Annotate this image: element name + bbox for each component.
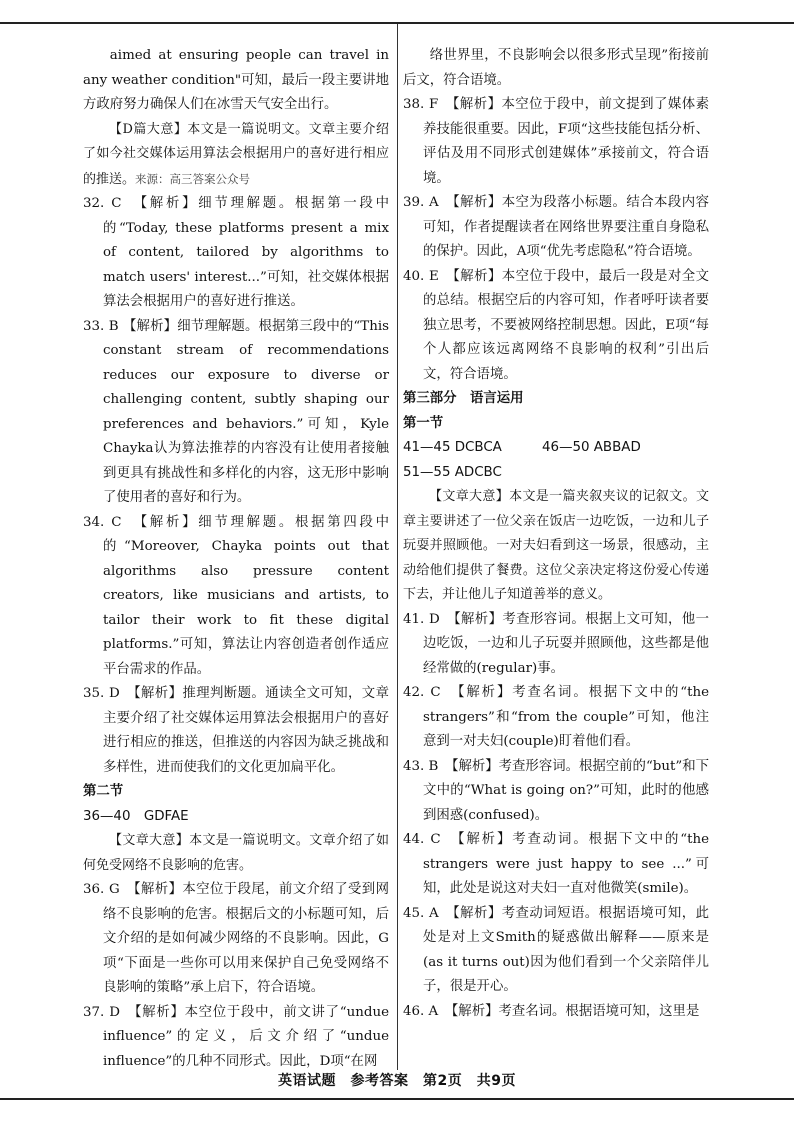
- right-column: [403, 44, 709, 1024]
- answer-key-group: 46—50 ABBAD: [542, 440, 641, 455]
- answer-item: 36. G 【解析】本空位于段尾，前文介绍了受到网络不良影响的危害。根据后文的小标题可知，后文介绍的是如何减少网络的不良影响。因此，G项“下面是一些你可以用来保护自己免受网络不良影响的策略”承上启下，符合语境。: [83, 882, 389, 995]
- answer-item: 45. A 【解析】考查动词短语。根据语境可知，此处是对上文Smith的疑惑做出解释——原来是(as it turns out)因为他们看到一个父亲陪伴儿子，很是开心。: [403, 905, 709, 994]
- column-divider: [397, 24, 398, 1070]
- answer-key-row: 36—40 GDFAE: [83, 808, 189, 824]
- answer-item: 33. B 【解析】细节理解题。根据第三段中的“This constant stream of recommendations reduces our exposure to diverse or challenging content, subtly shaping our preferences and behaviors.”可知，Kyle Chayka认为算法推荐的内容没有让使用者接触到更具有挑战性和多样化的内容，这无形中影响了使用者的喜好和行为。: [83, 318, 389, 505]
- text-block: 络世界里，不良影响会以很多形式呈现”衔接前后文，符合语境。: [403, 48, 709, 88]
- bottom-rule: [0, 1098, 794, 1100]
- section-heading: 第二节: [83, 784, 124, 799]
- answer-item: 41. D 【解析】考查形容词。根据上文可知，他一边吃饭，一边和儿子玩耍并照顾他，这些都是他经常做的(regular)事。: [403, 611, 709, 676]
- answer-item: 38. F 【解析】本空位于段中，前文提到了媒体素养技能很重要。因此，F项“这些技能包括分析、评估及用不同形式创建媒体”承接前文，符合语境。: [403, 97, 709, 186]
- answer-item: 43. B 【解析】考查形容词。根据空前的“but”和下文中的“What is going on?”可知，此时的他感到困惑(confused)。: [403, 758, 709, 823]
- left-column: [83, 44, 389, 1074]
- text-block: aimed at ensuring people can travel in any weather condition"可知，最后一段主要讲地方政府努力确保人们在冰雪天气安全出行。: [83, 48, 389, 112]
- answer-key-row: 51—55 ADCBC: [403, 464, 502, 480]
- answer-item: 35. D 【解析】推理判断题。通读全文可知，文章主要介绍了社交媒体运用算法会根据用户的喜好进行相应的推送，但推送的内容因为缺乏挑战和多样性，进而使我们的文化更加扁平化。: [83, 686, 389, 775]
- answer-item: 46. A 【解析】考查名词。根据语境可知，这里是: [403, 1003, 700, 1019]
- section-heading: 第三部分 语言运用: [403, 391, 524, 406]
- answer-item: 39. A 【解析】本空为段落小标题。结合本段内容可知，作者提醒读者在网络世界要注重自身隐私的保护。因此，A项“优先考虑隐私”符合语境。: [403, 195, 709, 259]
- answer-item: 44. C 【解析】考查动词。根据下文中的“the strangers were just happy to see ...”可知，此处是说这对夫妇一直对他微笑(smile)。: [403, 832, 709, 896]
- answer-key-group: 41—45 DCBCA: [403, 440, 502, 455]
- summary-note: 【D篇大意】本文是一篇说明文。文章主要介绍了如今社交媒体运用算法会根据用户的喜好进行相应的推送。来源：高三答案公众号: [83, 121, 389, 187]
- answer-item: 42. C 【解析】考查名词。根据下文中的“the strangers”和“from the couple”可知，他注意到一对夫妇(couple)盯着他们看。: [403, 685, 709, 749]
- answer-item: 34. C 【解析】细节理解题。根据第四段中的“Moreover, Chayka points out that algorithms also pressure content creators, like musicians and artists, to tailor their work to fit these digital platforms.”可知，算法让内容创造者创作适应平台需求的作品。: [83, 514, 389, 677]
- section-heading: 第一节: [403, 415, 444, 431]
- source-watermark: 来源：高三答案公众号: [135, 171, 251, 186]
- answer-item: 37. D 【解析】本空位于段中，前文讲了“undue influence”的定义，后文介绍了“undue influence”的几种不同形式。因此，D项“在网: [83, 1004, 389, 1069]
- page-footer: 英语试题 参考答案 第2页 共9页: [278, 1073, 516, 1089]
- answer-item: 40. E 【解析】本空位于段中，最后一段是对全文的总结。根据空后的内容可知，作者呼吁读者要独立思考，不要被网络控制思想。因此，E项“每个人都应该远离网络不良影响的权利”引出后文，符合语境。: [403, 268, 709, 382]
- answer-item: 32. C 【解析】细节理解题。根据第一段中的“Today, these platforms present a mix of content, tailored by algorithms to match users' interest...”可知，社交媒体根据算法会根据用户的喜好进行推送。: [83, 196, 389, 309]
- summary-note: 【文章大意】本文是一篇夹叙夹议的记叙文。文章主要讲述了一位父亲在饭店一边吃饭，一边和儿子玩耍并照顾他。一对夫妇看到这一场景，很感动，主动给他们提供了餐费。这位父亲决定将这份爱心传递下去，并让他儿子知道善举的意义。: [403, 489, 709, 602]
- summary-note: 【文章大意】本文是一篇说明文。文章介绍了如何免受网络不良影响的危害。: [83, 833, 389, 873]
- answer-key-row: [403, 436, 709, 461]
